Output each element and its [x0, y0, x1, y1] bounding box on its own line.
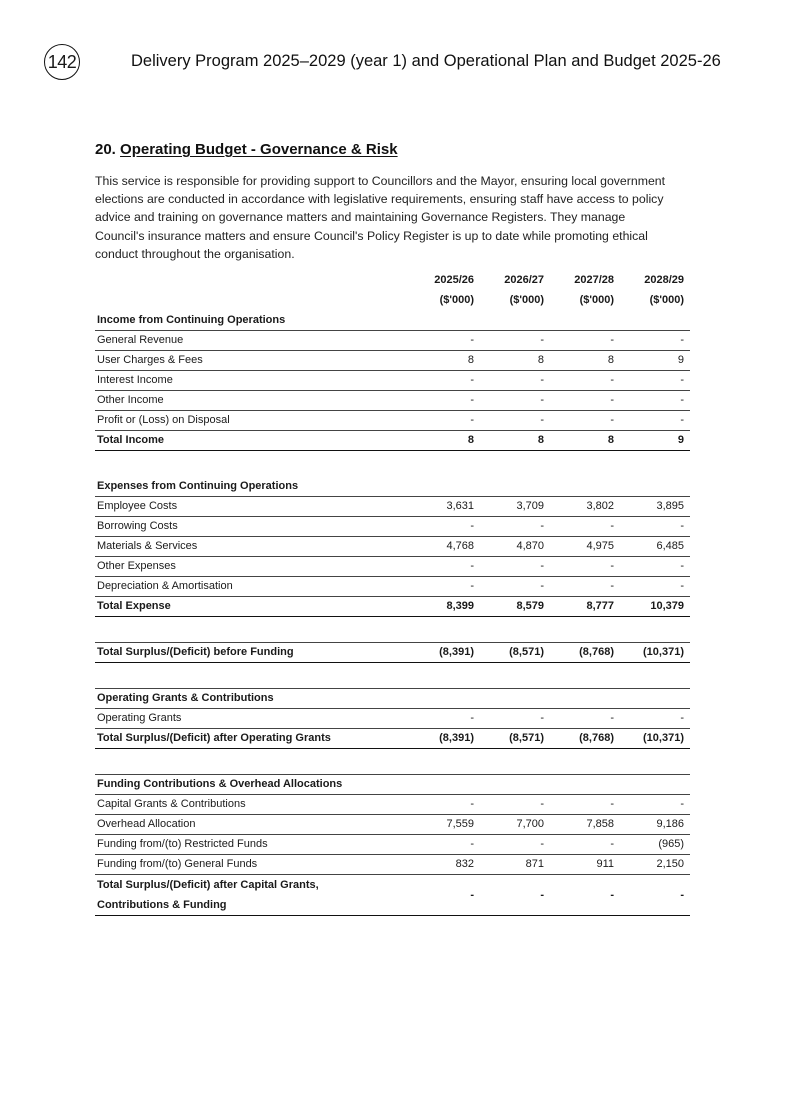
unit-header: ($'000) — [439, 294, 474, 306]
table-row — [95, 854, 690, 874]
row-value — [620, 476, 690, 496]
row-label: Employee Costs — [95, 496, 410, 516]
row-value: 3,895 — [620, 496, 690, 516]
spacer-row — [95, 450, 690, 476]
row-value: (965) — [620, 834, 690, 854]
row-value: 9 — [620, 430, 690, 450]
row-value: (8,768) — [550, 728, 620, 748]
row-value: 7,858 — [550, 814, 620, 834]
row-value — [620, 688, 690, 708]
row-value — [410, 310, 480, 330]
row-value: - — [620, 370, 690, 390]
year-header: 2026/27 — [504, 274, 544, 286]
unit-header-row — [95, 290, 690, 310]
row-value: 8,579 — [480, 596, 550, 616]
row-value: - — [410, 330, 480, 350]
row-value: - — [410, 556, 480, 576]
row-value: 3,802 — [550, 496, 620, 516]
year-header-row — [95, 270, 690, 290]
row-value — [480, 476, 550, 496]
row-value — [550, 310, 620, 330]
page-number: 142 — [44, 44, 80, 80]
row-value: - — [550, 576, 620, 596]
row-value — [410, 688, 480, 708]
spacer-row — [95, 616, 690, 642]
unit-header: ($'000) — [649, 294, 684, 306]
row-value: 9,186 — [620, 814, 690, 834]
row-value: - — [480, 370, 550, 390]
row-value — [620, 310, 690, 330]
row-label: Other Income — [95, 390, 410, 410]
total-income-row — [95, 430, 690, 450]
document-title: Delivery Program 2025–2029 (year 1) and Operational Plan and Budget 2025-26 — [131, 52, 721, 70]
row-value: - — [620, 516, 690, 536]
row-value: - — [410, 708, 480, 728]
row-value: (8,391) — [410, 642, 480, 662]
row-value: - — [480, 410, 550, 430]
row-value: - — [480, 576, 550, 596]
year-header: 2028/29 — [644, 274, 684, 286]
row-value: - — [410, 516, 480, 536]
row-label: Funding from/(to) Restricted Funds — [95, 834, 410, 854]
section-title — [95, 141, 398, 158]
row-label: Expenses from Continuing Operations — [97, 479, 299, 492]
row-value: - — [550, 516, 620, 536]
table-row — [95, 576, 690, 596]
row-value: 9 — [620, 350, 690, 370]
row-value — [620, 774, 690, 794]
row-value: 8 — [480, 350, 550, 370]
header-blank — [95, 290, 410, 310]
surplus-after-grants-row — [95, 728, 690, 748]
table-row — [95, 370, 690, 390]
spacer-row — [95, 748, 690, 774]
row-value: 4,870 — [480, 536, 550, 556]
row-value: - — [480, 516, 550, 536]
row-value: - — [410, 794, 480, 814]
year-header: 2025/26 — [434, 274, 474, 286]
row-value: 911 — [550, 854, 620, 874]
row-value: - — [410, 390, 480, 410]
row-value: - — [550, 556, 620, 576]
row-value: 8 — [480, 430, 550, 450]
row-value: - — [620, 708, 690, 728]
operating-budget-table — [95, 270, 690, 916]
surplus-after-capital-grants-row — [95, 874, 690, 915]
row-value: - — [480, 390, 550, 410]
row-label: Operating Grants & Contributions — [95, 688, 410, 708]
row-value: 8 — [410, 430, 480, 450]
row-value: - — [620, 576, 690, 596]
unit-header: ($'000) — [579, 294, 614, 306]
row-value: (10,371) — [620, 642, 690, 662]
row-value: - — [480, 556, 550, 576]
row-value: 8 — [550, 430, 620, 450]
row-value: - — [480, 708, 550, 728]
table-row — [95, 536, 690, 556]
row-value: 4,768 — [410, 536, 480, 556]
row-value: - — [410, 576, 480, 596]
row-value: 7,559 — [410, 814, 480, 834]
row-value: 6,485 — [620, 536, 690, 556]
table-row — [95, 814, 690, 834]
row-value: - — [620, 874, 690, 915]
row-label: User Charges & Fees — [95, 350, 410, 370]
row-label: Other Expenses — [95, 556, 410, 576]
row-value: 2,150 — [620, 854, 690, 874]
row-value — [480, 774, 550, 794]
row-value: - — [620, 794, 690, 814]
row-value: - — [550, 330, 620, 350]
row-value: - — [550, 874, 620, 915]
row-label: Borrowing Costs — [95, 516, 410, 536]
row-value: (8,768) — [550, 642, 620, 662]
row-value: - — [620, 410, 690, 430]
row-value: - — [410, 834, 480, 854]
row-value: - — [480, 834, 550, 854]
section-title-text: Operating Budget - Governance & Risk — [120, 141, 398, 158]
row-value: 3,709 — [480, 496, 550, 516]
row-value: - — [620, 390, 690, 410]
row-value: - — [410, 874, 480, 915]
row-value: - — [480, 874, 550, 915]
table-row — [95, 834, 690, 854]
row-label: Capital Grants & Contributions — [95, 794, 410, 814]
table-row — [95, 556, 690, 576]
row-value — [550, 688, 620, 708]
row-label: Depreciation & Amortisation — [95, 576, 410, 596]
row-value: 8 — [410, 350, 480, 370]
section-intro: This service is responsible for providing support to Councillors and the Mayor, ensuring local government elections are conducted in accordance with legislative requirements, ensuring staff have access to policy advice and training on governance matters and maintaining Governance Registers. They manage Council's insurance matters and ensure Council's Policy Register is up to date while promoting ethical conduct throughout the organisation. — [95, 174, 666, 261]
row-value: (8,571) — [480, 728, 550, 748]
row-label-line: Contributions & Funding — [97, 898, 227, 911]
table-row — [95, 390, 690, 410]
row-value: - — [480, 794, 550, 814]
row-value: 10,379 — [620, 596, 690, 616]
row-value: 871 — [480, 854, 550, 874]
row-value: - — [410, 370, 480, 390]
row-label: Funding Contributions & Overhead Allocations — [95, 774, 410, 794]
table-row — [95, 516, 690, 536]
row-label: Overhead Allocation — [95, 814, 410, 834]
row-value: 4,975 — [550, 536, 620, 556]
row-label — [95, 874, 410, 915]
table-row — [95, 350, 690, 370]
unit-header: ($'000) — [509, 294, 544, 306]
row-value: (8,571) — [480, 642, 550, 662]
section-heading-expenses — [95, 476, 690, 496]
section-number: 20. — [95, 141, 116, 158]
row-value: (10,371) — [620, 728, 690, 748]
row-value — [480, 688, 550, 708]
row-value: 3,631 — [410, 496, 480, 516]
spacer-row — [95, 662, 690, 688]
row-value: - — [620, 556, 690, 576]
row-value: - — [550, 370, 620, 390]
row-label: Materials & Services — [95, 536, 410, 556]
header-blank — [95, 270, 410, 290]
row-value: - — [480, 330, 550, 350]
row-label-line: Total Surplus/(Deficit) after Capital Grants, — [97, 878, 319, 891]
section-heading-funding — [95, 774, 690, 794]
year-header: 2027/28 — [574, 274, 614, 286]
row-value: - — [550, 390, 620, 410]
section-heading-grants — [95, 688, 690, 708]
row-value: (8,391) — [410, 728, 480, 748]
row-label: Funding from/(to) General Funds — [95, 854, 410, 874]
row-value: - — [550, 794, 620, 814]
row-value: 832 — [410, 854, 480, 874]
table-row — [95, 496, 690, 516]
table-row — [95, 708, 690, 728]
row-value — [480, 310, 550, 330]
row-label: Income from Continuing Operations — [97, 313, 286, 326]
row-label: Operating Grants — [95, 708, 410, 728]
row-value: 8 — [550, 350, 620, 370]
row-value: - — [550, 708, 620, 728]
row-label: Profit or (Loss) on Disposal — [95, 410, 410, 430]
row-label: Total Surplus/(Deficit) after Operating Grants — [95, 728, 410, 748]
row-value: - — [620, 330, 690, 350]
row-label: Total Surplus/(Deficit) before Funding — [95, 642, 410, 662]
row-label: Interest Income — [95, 370, 410, 390]
row-value — [550, 476, 620, 496]
table-row — [95, 794, 690, 814]
row-value: 8,399 — [410, 596, 480, 616]
row-value: - — [410, 410, 480, 430]
row-value: - — [550, 834, 620, 854]
row-value: 8,777 — [550, 596, 620, 616]
row-label: Total Income — [95, 430, 410, 450]
row-label: Total Expense — [95, 596, 410, 616]
row-value — [550, 774, 620, 794]
table-row — [95, 330, 690, 350]
row-value: 7,700 — [480, 814, 550, 834]
total-expense-row — [95, 596, 690, 616]
row-label: General Revenue — [95, 330, 410, 350]
surplus-before-funding-row — [95, 642, 690, 662]
table-row — [95, 410, 690, 430]
section-heading-income — [95, 310, 690, 330]
row-value: - — [550, 410, 620, 430]
row-value — [410, 476, 480, 496]
row-value — [410, 774, 480, 794]
